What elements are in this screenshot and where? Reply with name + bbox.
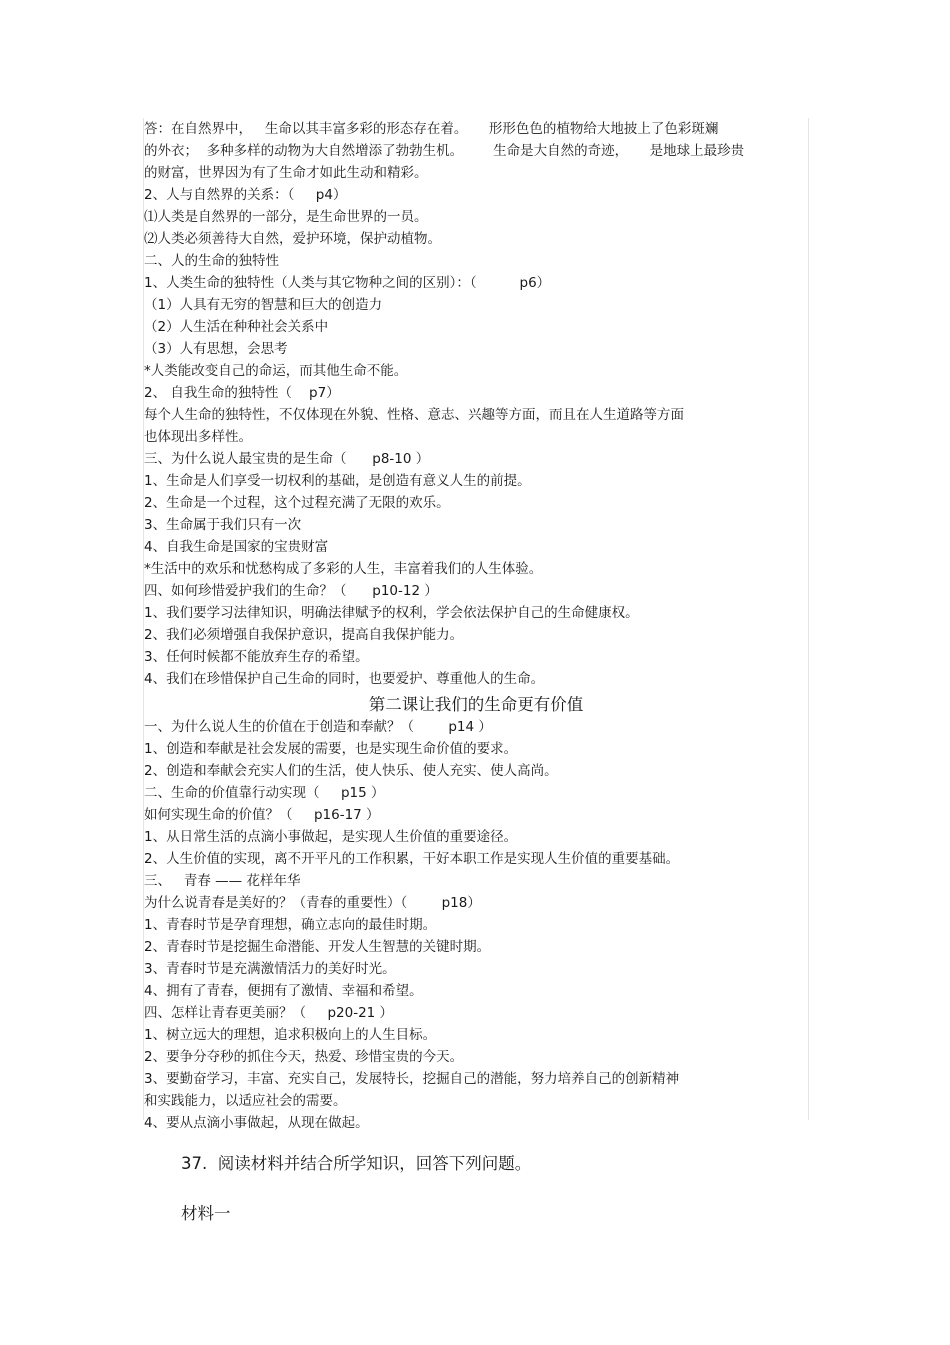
- text-line: 的外衣； 多种多样的动物为大自然增添了勃勃生机。 生命是大自然的奇迹， 是地球上最珍贵: [144, 143, 745, 159]
- text-line: 2、我们必须增强自我保护意识，提高自我保护能力。: [144, 627, 464, 643]
- text-line: 1、青春时节是孕育理想，确立志向的最佳时期。: [144, 917, 437, 933]
- text-line: 1、从日常生活的点滴小事做起，是实现人生价值的重要途径。: [144, 829, 518, 845]
- text-line: 1、树立远大的理想，追求积极向上的人生目标。: [144, 1027, 437, 1043]
- text-line: 2、要争分夺秒的抓住今天，热爱、珍惜宝贵的今天。: [144, 1049, 464, 1065]
- document-body: [144, 118, 808, 1134]
- text-line: 2、创造和奉献会充实人们的生活，使人快乐、使人充实、使人高尚。: [144, 763, 558, 779]
- text-line: 2、青春时节是挖掘生命潜能、开发人生智慧的关键时期。: [144, 939, 491, 955]
- lesson-title: 第二课让我们的生命更有价值: [368, 695, 584, 714]
- text-line: 4、自我生命是国家的宝贵财富: [144, 539, 329, 555]
- text-line: 1、我们要学习法律知识，明确法律赋予的权利，学会依法保护自己的生命健康权。: [144, 605, 639, 621]
- text-line: 也体现出多样性。: [144, 429, 252, 445]
- text-line: 2、人与自然界的关系：（ p4）: [144, 187, 347, 203]
- section-heading: 一、为什么说人生的价值在于创造和奉献？（ p14 ）: [144, 719, 492, 735]
- text-line: 1、创造和奉献是社会发展的需要，也是实现生命价值的要求。: [144, 741, 518, 757]
- text-line: 1、人类生命的独特性（人类与其它物种之间的区别）：（ p6）: [144, 275, 551, 291]
- text-line: 如何实现生命的价值？（ p16-17 ）: [144, 807, 380, 823]
- text-line: 和实践能力，以适应社会的需要。: [144, 1093, 347, 1109]
- text-line: ⑵人类必须善待大自然，爱护环境，保护动植物。: [144, 231, 441, 247]
- text-line: *人类能改变自己的命运，而其他生命不能。: [144, 363, 408, 379]
- section-heading: 四、如何珍惜爱护我们的生命？（ p10-12 ）: [144, 583, 438, 599]
- text-line: 的财富，世界因为有了生命才如此生动和精彩。: [144, 165, 428, 181]
- text-line: 答：在自然界中， 生命以其丰富多彩的形态存在着。 形形色色的植物给大地披上了色彩斑斓: [144, 121, 719, 137]
- text-line: 3、青春时节是充满激情活力的美好时光。: [144, 961, 396, 977]
- text-line: 2、 自我生命的独特性（ p7）: [144, 385, 340, 401]
- text-line: *生活中的欢乐和忧愁构成了多彩的人生，丰富着我们的人生体验。: [144, 561, 543, 577]
- section-heading: 二、人的生命的独特性: [144, 253, 279, 269]
- text-line: ⑴人类是自然界的一部分，是生命世界的一员。: [144, 209, 428, 225]
- text-line: 3、要勤奋学习，丰富、充实自己，发展特长，挖掘自己的潜能，努力培养自己的创新精神: [144, 1071, 680, 1087]
- question-37: 37. 阅读材料并结合所学知识，回答下列问题。: [181, 1154, 532, 1173]
- text-line: 4、我们在珍惜保护自己生命的同时，也要爱护、尊重他人的生命。: [144, 671, 545, 687]
- text-line: （1）人具有无穷的智慧和巨大的创造力: [144, 297, 383, 313]
- section-heading: 三、为什么说人最宝贵的是生命（ p8-10 ）: [144, 451, 430, 467]
- text-line: 3、生命属于我们只有一次: [144, 517, 302, 533]
- text-line: 4、要从点滴小事做起，从现在做起。: [144, 1115, 369, 1131]
- text-line: 每个人生命的独特性，不仅体现在外貌、性格、意志、兴趣等方面，而且在人生道路等方面: [144, 407, 684, 423]
- text-line: 为什么说青春是美好的？（青春的重要性）（ p18）: [144, 895, 481, 911]
- text-line: 3、任何时候都不能放弃生存的希望。: [144, 649, 369, 665]
- text-line: 1、生命是人们享受一切权利的基础，是创造有意义人生的前提。: [144, 473, 531, 489]
- section-heading: 四、怎样让青春更美丽？（ p20-21 ）: [144, 1005, 394, 1021]
- section-heading: 二、生命的价值靠行动实现（ p15 ）: [144, 785, 385, 801]
- text-line: 2、生命是一个过程，这个过程充满了无限的欢乐。: [144, 495, 450, 511]
- material-label: 材料一: [181, 1204, 231, 1223]
- text-line: 2、人生价值的实现，离不开平凡的工作积累，干好本职工作是实现人生价值的重要基础。: [144, 851, 680, 867]
- text-line: 4、拥有了青春，便拥有了激情、幸福和希望。: [144, 983, 423, 999]
- text-line: （2）人生活在种种社会关系中: [144, 319, 329, 335]
- text-line: （3）人有思想，会思考: [144, 341, 288, 357]
- section-heading: 三、 青春 —— 花样年华: [144, 873, 301, 889]
